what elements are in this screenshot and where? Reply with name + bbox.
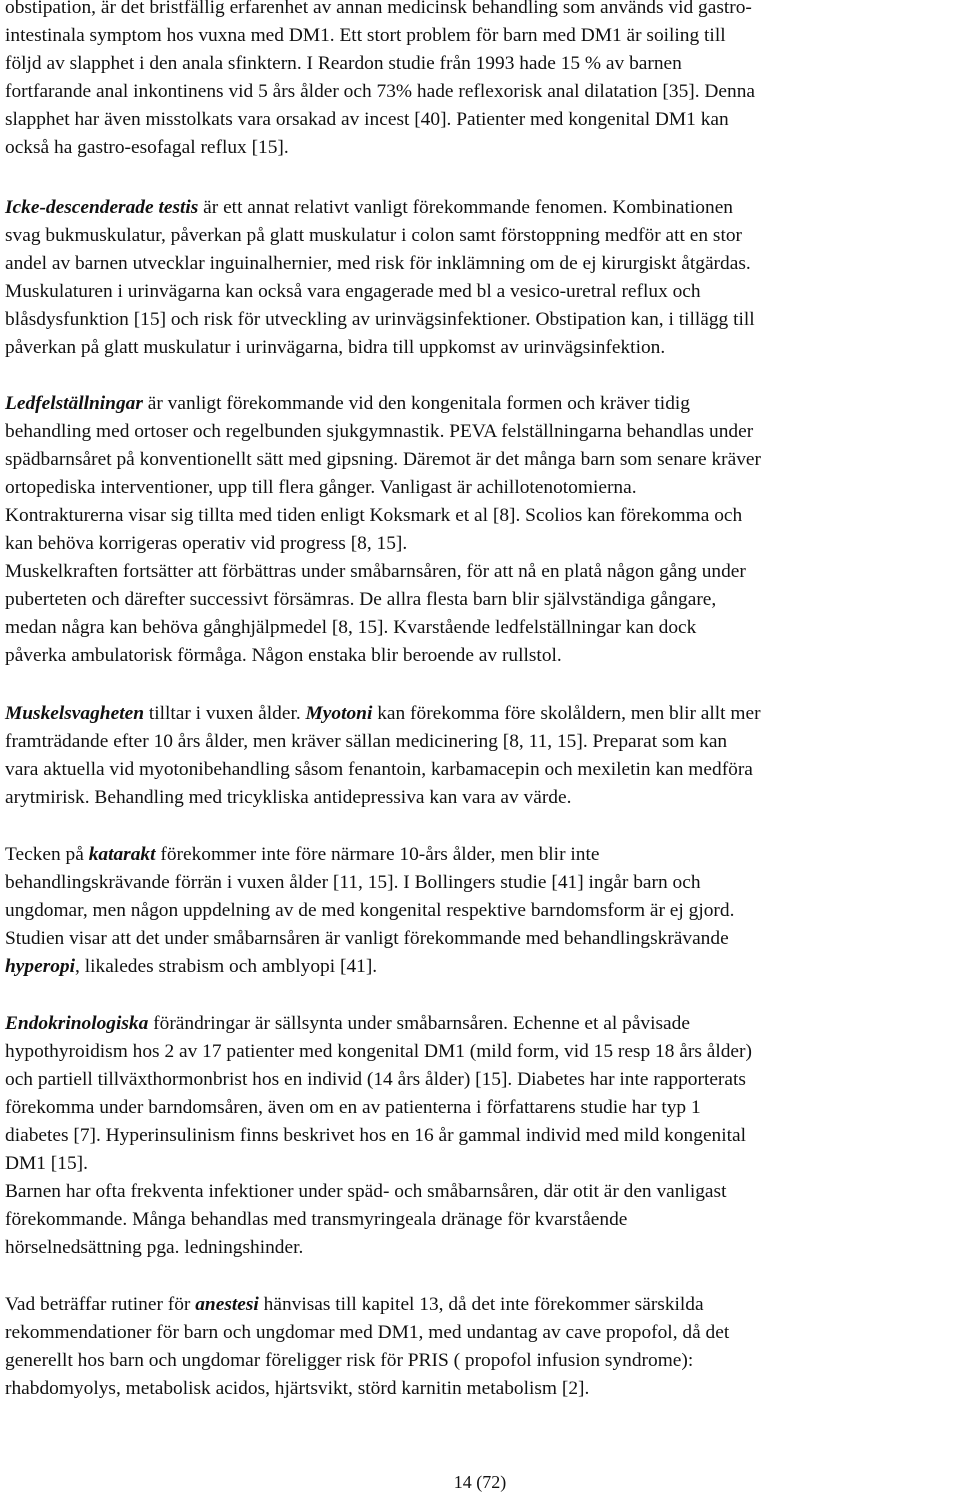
text-line: också ha gastro-esofagal reflux [15]. <box>5 137 289 158</box>
text-line <box>5 953 734 981</box>
text-line: rhabdomyolys, metabolisk acidos, hjärtsvikt, störd karnitin metabolism [2]. <box>5 1378 590 1399</box>
text-line: ungdomar, men någon uppdelning av de med kongenital respektive barndomsform är ej gjord. <box>5 900 735 921</box>
text-line <box>5 1291 729 1319</box>
text-line <box>5 194 755 222</box>
emphasized-term: Myotoni <box>305 703 373 724</box>
text-line: arytmirisk. Behandling med tricykliska antidepressiva kan vara av värde. <box>5 787 572 808</box>
text-line: kan behöva korrigeras operativ vid progress [8, 15]. <box>5 533 408 554</box>
emphasized-term: hyperopi <box>5 956 76 977</box>
text-line: förekomma under barndomsåren, även om en av patienterna i författarens studie har typ 1 <box>5 1097 701 1118</box>
text-line: diabetes [7]. Hyperinsulinism finns beskrivet hos en 16 år gammal individ med mild kongenital <box>5 1125 747 1146</box>
text-line: Muskelkraften fortsätter att förbättras under småbarnsåren, för att nå en platå någon gång under <box>5 561 746 582</box>
text-line: slapphet har även misstolkats vara orsakad av incest [40]. Patienter med kongenital DM1 kan <box>5 109 729 130</box>
text-line: Kontrakturerna visar sig tillta med tiden enligt Koksmark et al [8]. Scolios kan förekomma och <box>5 505 743 526</box>
paragraph-katarakt <box>5 841 734 981</box>
emphasized-term: anestesi <box>195 1294 259 1315</box>
text-segment: kan förekomma före skolåldern, men blir allt mer <box>372 703 761 724</box>
text-line: följd av slapphet i den anala sfinktern. I Reardon studie från 1993 hade 15 % av barnen <box>5 53 682 74</box>
text-line: påverkan på glatt muskulatur i urinvägarna, bidra till uppkomst av urinvägsinfektion. <box>5 337 666 358</box>
text-line: medan några kan behöva gånghjälpmedel [8, 15]. Kvarstående ledfelställningar kan dock <box>5 617 697 638</box>
text-line: och partiell tillväxthormonbrist hos en individ (14 års ålder) [15]. Diabetes har inte rapporterats <box>5 1069 746 1090</box>
paragraph-gastro <box>5 0 755 162</box>
text-line: DM1 [15]. <box>5 1153 88 1174</box>
text-line: blåsdysfunktion [15] och risk för utveckling av urinvägsinfektioner. Obstipation kan, i tillägg till <box>5 309 755 330</box>
emphasized-term: Icke-descenderade testis <box>5 197 199 218</box>
text-line: spädbarnsåret på konventionellt sätt med gipsning. Däremot är det många barn som senare kräver <box>5 449 761 470</box>
text-line: Muskulaturen i urinvägarna kan också vara engagerade med bl a vesico-uretral reflux och <box>5 281 701 302</box>
text-line: obstipation, är det bristfällig erfarenhet av annan medicinsk behandling som används vid gastro- <box>5 0 752 18</box>
text-line: rekommendationer för barn och ungdomar med DM1, med undantag av cave propofol, då det <box>5 1322 730 1343</box>
text-line: påverka ambulatorisk förmåga. Någon enstaka blir beroende av rullstol. <box>5 645 562 666</box>
paragraph-anestesi <box>5 1291 729 1403</box>
emphasized-term: Muskelsvagheten <box>5 703 144 724</box>
text-line: intestinala symptom hos vuxna med DM1. Ett stort problem för barn med DM1 är soiling till <box>5 25 726 46</box>
text-segment: förekommer inte före närmare 10-års ålder, men blir inte <box>155 844 600 865</box>
text-segment: är ett annat relativt vanligt förekommande fenomen. Kombinationen <box>198 197 733 218</box>
paragraph-muskelsvagheten <box>5 700 761 812</box>
text-segment: tilltar i vuxen ålder. <box>143 703 306 724</box>
text-line: behandlingskrävande förrän i vuxen ålder [11, 15]. I Bollingers studie [41] ingår barn och <box>5 872 701 893</box>
text-line: andel av barnen utvecklar inguinalhernier, med risk för inklämning om de ej kirurgiskt åtgärdas. <box>5 253 751 274</box>
text-line: Barnen har ofta frekventa infektioner under späd- och småbarnsåren, där otit är den vanligast <box>5 1181 727 1202</box>
text-line: puberteten och därefter successivt försämras. De allra flesta barn blir självständiga gångare, <box>5 589 717 610</box>
text-line <box>5 841 734 869</box>
paragraph-testis <box>5 194 755 362</box>
text-segment: hänvisas till kapitel 13, då det inte förekommer särskilda <box>258 1294 704 1315</box>
emphasized-term: katarakt <box>88 844 156 865</box>
text-line <box>5 700 761 728</box>
text-line: hypothyroidism hos 2 av 17 patienter med kongenital DM1 (mild form, vid 15 resp 18 års ålder) <box>5 1041 752 1062</box>
text-segment: Tecken på <box>5 844 89 865</box>
text-line <box>5 1010 752 1038</box>
text-segment: , likaledes strabism och amblyopi [41]. <box>75 956 378 977</box>
text-line: behandling med ortoser och regelbunden sjukgymnastik. PEVA felställningarna behandlas under <box>5 421 754 442</box>
text-line: vara aktuella vid myotonibehandling såsom fenantoin, karbamacepin och mexiletin kan medföra <box>5 759 753 780</box>
text-segment: Vad beträffar rutiner för <box>5 1294 196 1315</box>
text-line: fortfarande anal inkontinens vid 5 års ålder och 73% hade reflexorisk anal dilatation [35]. Denna <box>5 81 756 102</box>
text-line: ortopediska interventioner, upp till flera gånger. Vanligast är achillotenotomierna. <box>5 477 637 498</box>
text-line: förekommande. Många behandlas med transmyringeala dränage för kvarstående <box>5 1209 628 1230</box>
text-segment: förändringar är sällsynta under småbarnsåren. Echenne et al påvisade <box>148 1013 690 1034</box>
text-line: svag bukmuskulatur, påverkan på glatt muskulatur i colon samt förstoppning medför att en stor <box>5 225 742 246</box>
paragraph-ledfelstallningar <box>5 390 761 670</box>
text-line: hörselnedsättning pga. ledningshinder. <box>5 1237 304 1258</box>
text-line <box>5 390 761 418</box>
text-line: Studien visar att det under småbarnsåren är vanligt förekommande med behandlingskrävande <box>5 928 729 949</box>
page-number: 14 (72) <box>453 1472 507 1492</box>
emphasized-term: Endokrinologiska <box>5 1013 149 1034</box>
text-line: generellt hos barn och ungdomar föreligger risk för PRIS ( propofol infusion syndrome): <box>5 1350 694 1371</box>
paragraph-endokrinologiska <box>5 1010 752 1262</box>
emphasized-term: Ledfelställningar <box>5 393 143 414</box>
text-segment: är vanligt förekommande vid den kongenitala formen och kräver tidig <box>142 393 690 414</box>
text-line: framträdande efter 10 års ålder, men kräver sällan medicinering [8, 11, 15]. Preparat som kan <box>5 731 728 752</box>
